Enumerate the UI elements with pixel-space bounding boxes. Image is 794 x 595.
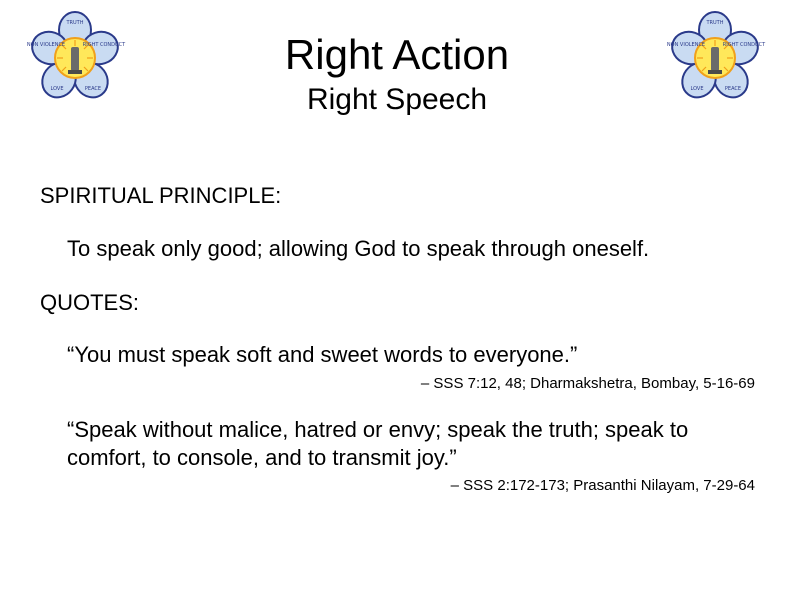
quote-2-text: “Speak without malice, hatred or envy; speak the truth; speak to comfort, to console, and to transmit joy.” xyxy=(67,417,689,470)
petal-label: RIGHT CONDUCT xyxy=(82,42,126,48)
slide-title: Right Action xyxy=(284,31,510,78)
principle-heading: SPIRITUAL PRINCIPLE: xyxy=(40,183,282,208)
quote-2-citation: – SSS 2:172-173; Prasanthi Nilayam, 7-29-64 xyxy=(450,477,755,494)
petal-label: NON VIOLENCE xyxy=(26,42,66,48)
petal-label: RIGHT CONDUCT xyxy=(722,42,766,48)
quote-1-text: “You must speak soft and sweet words to everyone.” xyxy=(67,342,578,367)
petal-label: NON VIOLENCE xyxy=(666,42,706,48)
principle-text: To speak only good; allowing God to speak through oneself. xyxy=(67,236,650,261)
petal-label: TRUTH xyxy=(706,20,724,26)
petal-label: PEACE xyxy=(84,86,102,92)
quote-1-citation: – SSS 7:12, 48; Dharmakshetra, Bombay, 5-16-69 xyxy=(420,375,755,392)
slide-subtitle: Right Speech xyxy=(306,83,488,116)
petal-label: TRUTH xyxy=(66,20,84,26)
quotes-heading: QUOTES: xyxy=(40,290,140,315)
petal-label: LOVE xyxy=(50,86,64,92)
petal-label: PEACE xyxy=(724,86,742,92)
petal-label: LOVE xyxy=(690,86,704,92)
